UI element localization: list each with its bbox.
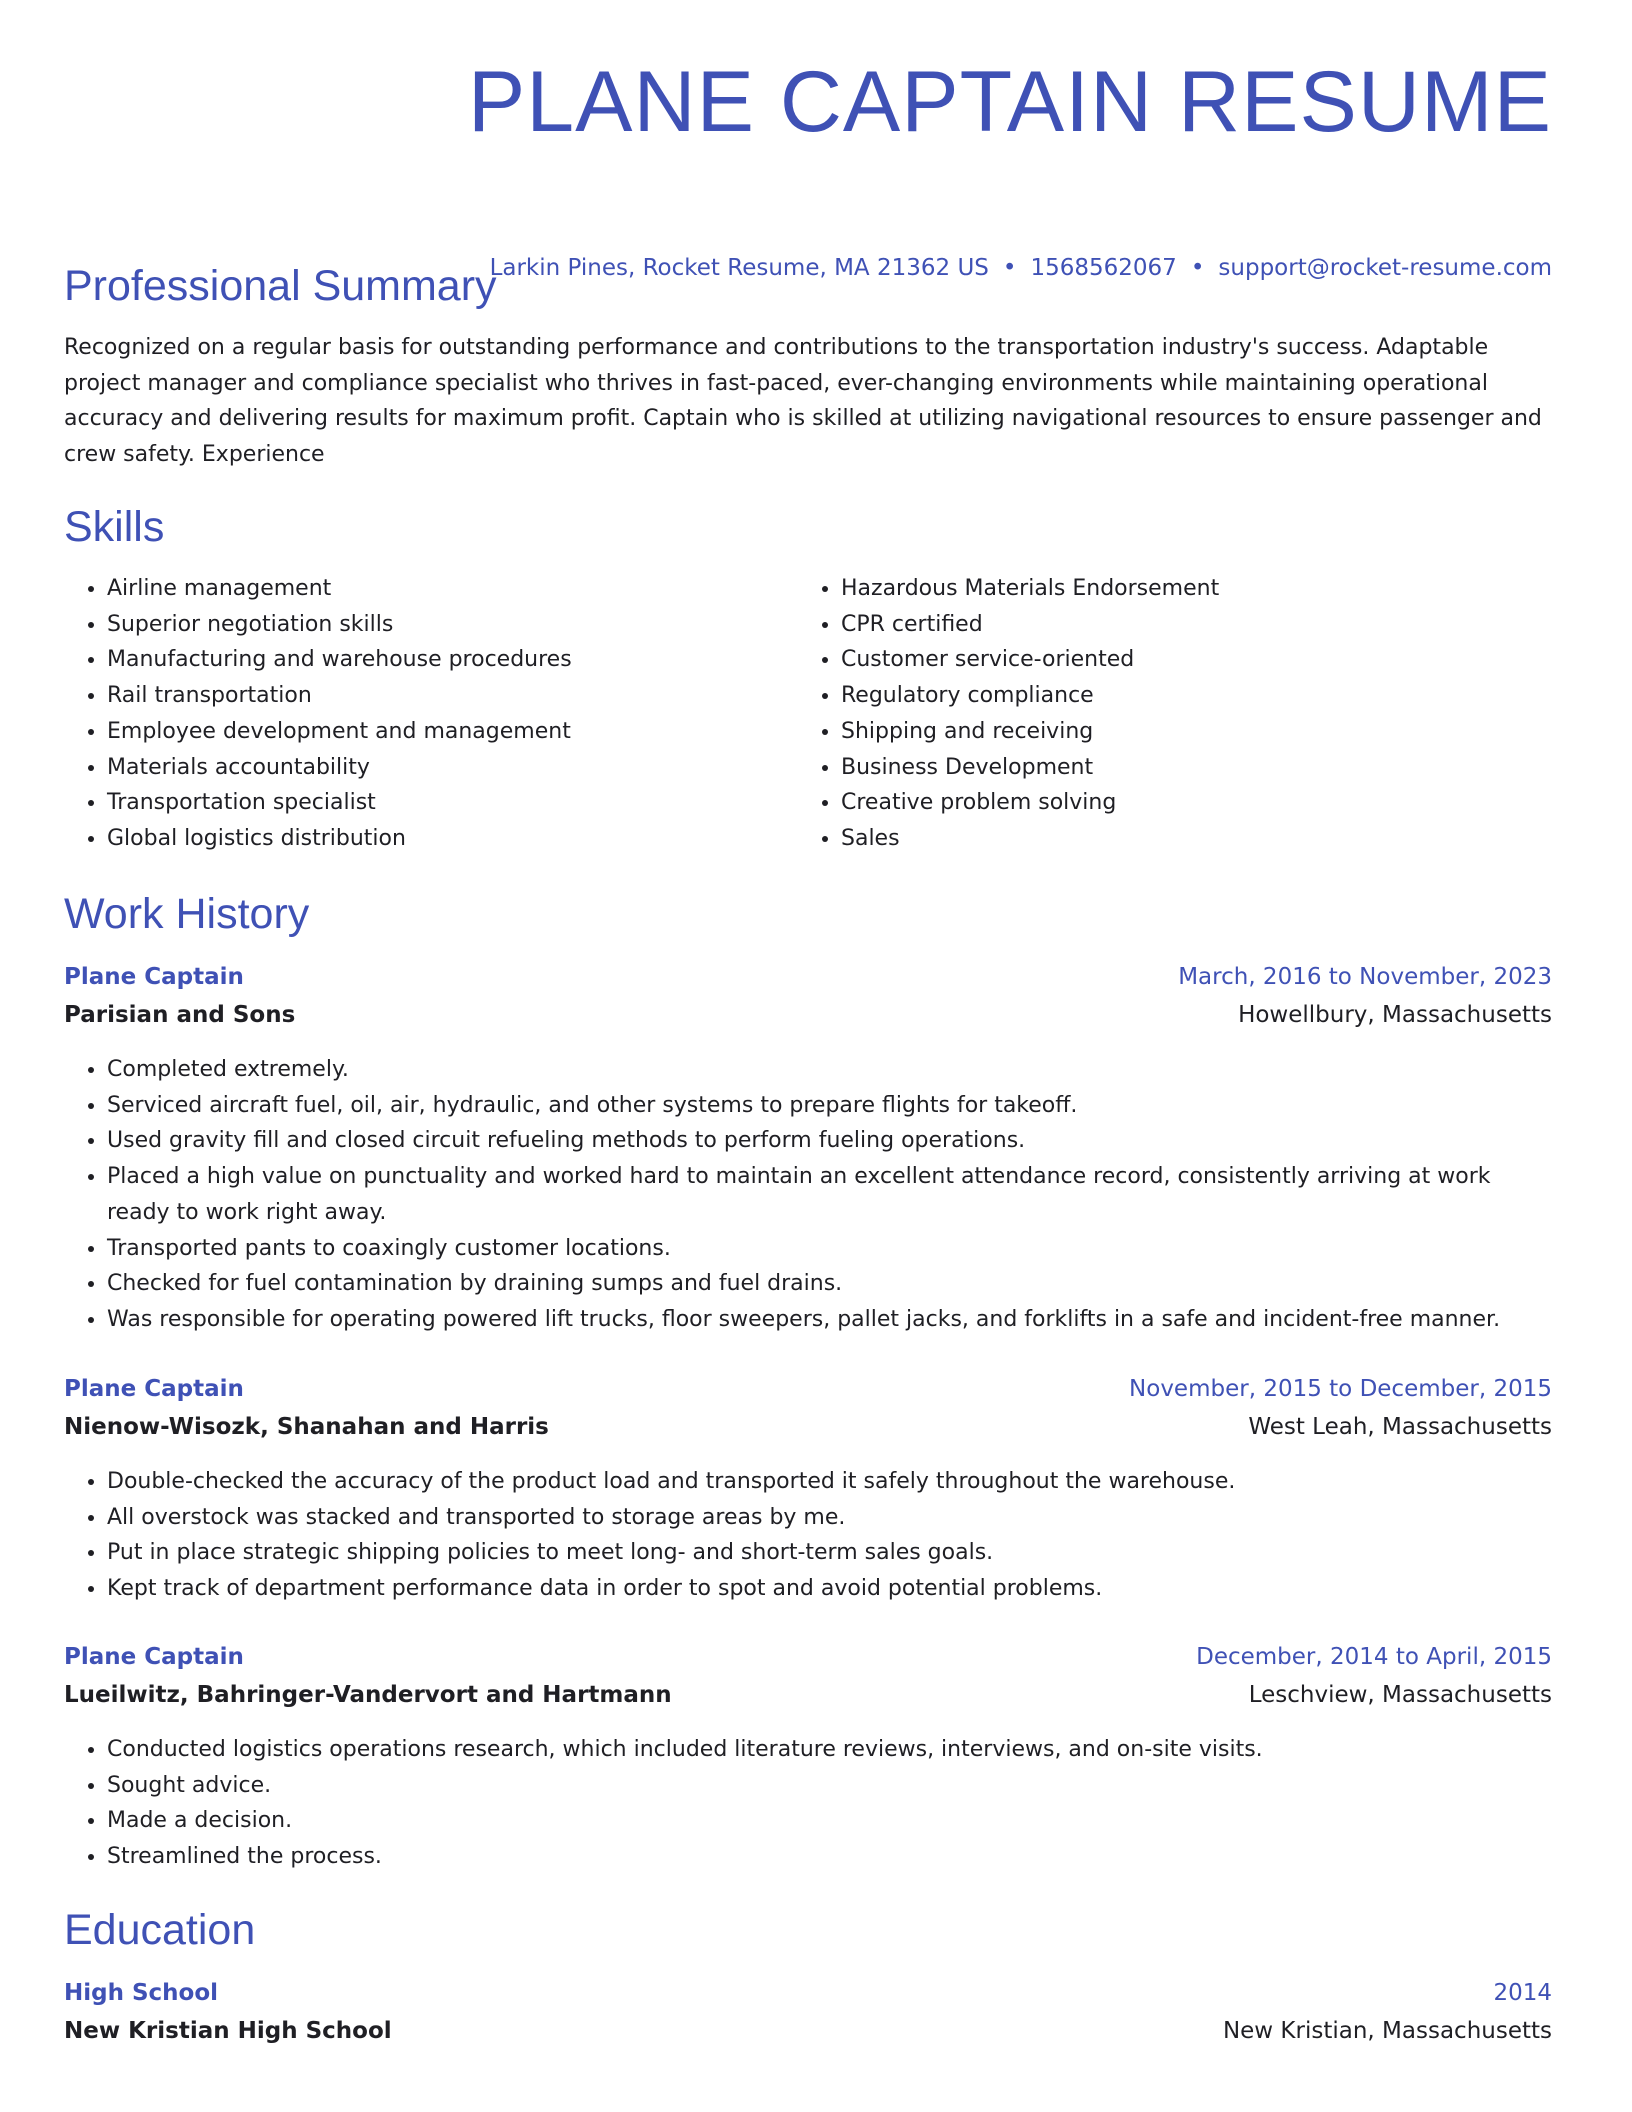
job-dates: March, 2016 to November, 2023 — [1178, 964, 1552, 990]
job-title: Plane Captain — [64, 964, 244, 990]
skill-item: • Global logistics distribution — [107, 821, 764, 857]
job-bullet: • Serviced aircraft fuel, oil, air, hydraulic, and other systems to prepare flights for takeoff. — [107, 1088, 1552, 1124]
job-dates: November, 2015 to December, 2015 — [1129, 1376, 1552, 1402]
job-bullet: • Transported pants to coaxingly customer locations. — [107, 1231, 1552, 1267]
skill-item: • Superior negotiation skills — [107, 607, 764, 643]
skill-item: • Materials accountability — [107, 750, 764, 786]
skill-item: • Business Development — [841, 750, 1498, 786]
job-bullet: • Put in place strategic shipping policies to meet long- and short-term sales goals. — [107, 1535, 1552, 1571]
job-location: West Leah, Massachusetts — [1248, 1414, 1552, 1440]
job-company: Nienow-Wisozk, Shanahan and Harris — [64, 1414, 549, 1440]
education-heading: Education — [64, 1906, 256, 1954]
job-bullet: • Made a decision. — [107, 1803, 1552, 1839]
job-bullet: • Conducted logistics operations research, which included literature reviews, interviews, and on-site visits. — [107, 1732, 1552, 1768]
job-location: Howellbury, Massachusetts — [1238, 1002, 1552, 1028]
job-bullet: • Placed a high value on punctuality and worked hard to maintain an excellent attendance record, consistently arriving at work ready to work right away. — [107, 1159, 1552, 1230]
contact-email: support@rocket-resume.com — [1218, 255, 1552, 281]
contact-phone: 1568562067 — [1030, 255, 1177, 281]
skills-heading: Skills — [64, 503, 165, 551]
job-bullets — [64, 1052, 1552, 1338]
job-bullets — [64, 1732, 1552, 1875]
job-bullet: • Completed extremely. — [107, 1052, 1552, 1088]
education-location: New Kristian, Massachusetts — [1222, 2018, 1552, 2044]
education-degree: High School — [64, 1980, 219, 2006]
skill-item: • Hazardous Materials Endorsement — [841, 571, 1498, 607]
resume-title: PLANE CAPTAIN RESUME — [467, 54, 1552, 150]
education-year: 2014 — [1493, 1980, 1552, 2006]
job-title: Plane Captain — [64, 1376, 244, 1402]
work-history-heading: Work History — [64, 890, 310, 938]
job-bullet: • Checked for fuel contamination by draining sumps and fuel drains. — [107, 1266, 1552, 1302]
job-bullet: • Kept track of department performance data in order to spot and avoid potential problems. — [107, 1571, 1552, 1607]
job-bullet: • Used gravity fill and closed circuit refueling methods to perform fueling operations. — [107, 1123, 1552, 1159]
skill-item: • Rail transportation — [107, 678, 764, 714]
skill-item: • Shipping and receiving — [841, 714, 1498, 750]
summary-heading: Professional Summary — [64, 262, 497, 310]
contact-line — [490, 254, 1552, 282]
contact-address: Larkin Pines, Rocket Resume, MA 21362 US — [489, 255, 989, 281]
job-company: Parisian and Sons — [64, 1002, 296, 1028]
skill-item: • Employee development and management — [107, 714, 764, 750]
skills-column-left — [64, 571, 764, 857]
job-bullet: • Streamlined the process. — [107, 1839, 1552, 1875]
skill-item: • Airline management — [107, 571, 764, 607]
skill-item: • Manufacturing and warehouse procedures — [107, 642, 764, 678]
summary-text: Recognized on a regular basis for outstanding performance and contributions to the transportation industry's success. Adaptable project manager and compliance specialist who thrives in fast-paced, ever-changing environments while maintaining operational accuracy and delivering results for maximum profit. Captain who is skilled at utilizing navigational resources to ensure passenger and crew safety. Experience — [64, 335, 1542, 468]
separator-dot: • — [1002, 255, 1017, 281]
job-bullet: • Sought advice. — [107, 1768, 1552, 1804]
skill-item: • Regulatory compliance — [841, 678, 1498, 714]
job-title: Plane Captain — [64, 1644, 244, 1670]
skill-item: • Creative problem solving — [841, 785, 1498, 821]
skill-item: • Customer service-oriented — [841, 642, 1498, 678]
skill-item: • Transportation specialist — [107, 785, 764, 821]
resume-page — [64, 0, 1552, 2044]
job-bullet: • All overstock was stacked and transported to storage areas by me. — [107, 1500, 1552, 1536]
job-bullet: • Double-checked the accuracy of the product load and transported it safely throughout the warehouse. — [107, 1464, 1552, 1500]
job-location: Leschview, Massachusetts — [1248, 1682, 1552, 1708]
skills-column-right — [798, 571, 1498, 857]
job-bullet: • Was responsible for operating powered lift trucks, floor sweepers, pallet jacks, and forklifts in a safe and incident-free manner. — [107, 1302, 1552, 1338]
education-school: New Kristian High School — [64, 2018, 392, 2044]
skill-item: • CPR certified — [841, 607, 1498, 643]
job-company: Lueilwitz, Bahringer-Vandervort and Hartmann — [64, 1682, 672, 1708]
skill-item: • Sales — [841, 821, 1498, 857]
separator-dot: • — [1190, 255, 1205, 281]
job-dates: December, 2014 to April, 2015 — [1196, 1644, 1552, 1670]
job-bullets — [64, 1464, 1552, 1607]
